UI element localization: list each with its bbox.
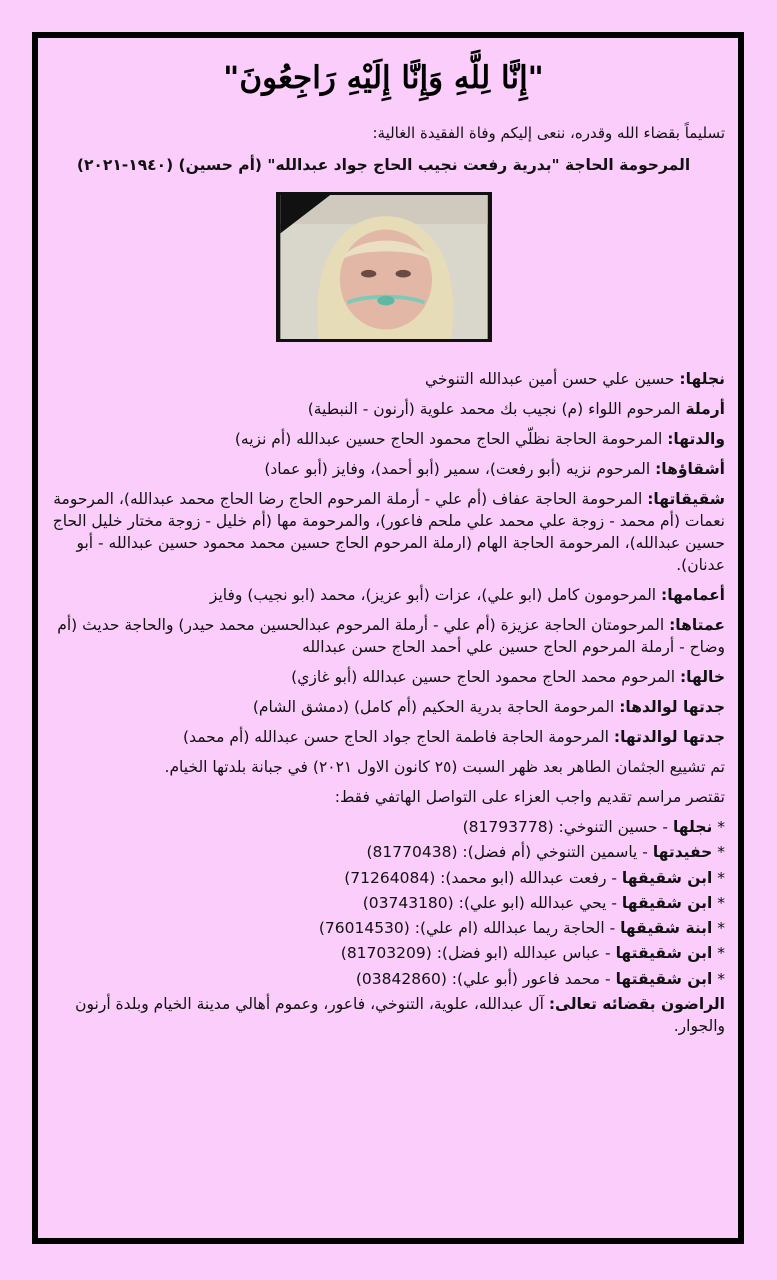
contact-list <box>42 816 725 991</box>
funeral-text: تم تشييع الجثمان الطاهر بعد ظهر السبت (٢٥ كانون الاول ٢٠٢١) في جبانة بلدتها الخيام. <box>164 758 725 776</box>
family-entry-label: عمتاها: <box>669 616 725 634</box>
contact-phone: (81793778) <box>462 818 554 836</box>
family-entry-label: خالها: <box>679 668 725 686</box>
closing-label: الراضون بقضائه تعالى: <box>548 994 725 1013</box>
contact-entry <box>42 942 725 965</box>
contact-relation: حفيدتها <box>652 843 713 862</box>
contact-entry <box>42 841 725 864</box>
contact-relation: ابن شقيقها <box>621 868 713 887</box>
contact-entry <box>42 867 725 890</box>
family-entry <box>42 428 725 450</box>
bullet: * <box>712 818 725 836</box>
family-entry-text: المرحومة الحاجة بدرية الحكيم (أم كامل) (دمشق الشام) <box>252 698 620 716</box>
contact-relation: ابن شقيقتها <box>615 944 713 963</box>
contact-phone: (71264084) <box>344 868 436 887</box>
contact-name: - حسين التنوخي: <box>553 818 673 836</box>
contact-relation: نجلها <box>672 818 713 836</box>
portrait-image <box>279 195 489 339</box>
family-entry-text: المرحوم محمد الحاج محمود الحاج حسين عبدالله (أبو غازي) <box>291 668 680 686</box>
family-entry-text: المرحومون كامل (ابو علي)، عزات (أبو عزيز)، محمد (ابو نجيب) وفايز <box>209 586 662 604</box>
contact-relation: ابن شقيقها <box>621 893 713 912</box>
bullet: * <box>712 843 725 862</box>
family-entry-label: شقيقاتها: <box>647 490 725 508</box>
family-entry-label: أعمامها: <box>661 586 725 604</box>
closing-text <box>42 993 725 1037</box>
bullet: * <box>712 944 725 963</box>
contact-phone: (81703209) <box>340 944 432 963</box>
family-entry-label: أرملة <box>685 400 725 418</box>
family-entry-label: أشقاؤها: <box>655 460 725 478</box>
contact-name: - عباس عبدالله (ابو فضل): <box>431 944 616 963</box>
bullet: * <box>712 919 725 937</box>
family-list <box>42 368 725 748</box>
condolence-note: تقتصر مراسم تقديم واجب العزاء على التواصل الهاتفي فقط: <box>334 788 725 806</box>
contact-name: - ياسمين التنوخي (أم فضل): <box>457 843 653 862</box>
family-entry <box>42 488 725 576</box>
contact-phone: (76014530) <box>318 919 410 937</box>
family-entry-label: نجلها: <box>679 370 725 388</box>
family-entry-label: جدتها لوالدها: <box>619 698 725 716</box>
family-entry <box>42 368 725 390</box>
family-entry <box>42 398 725 420</box>
family-entry <box>42 584 725 606</box>
family-entry <box>42 614 725 658</box>
family-entry <box>42 726 725 748</box>
contact-phone: (81770438) <box>366 843 458 862</box>
family-entry <box>42 458 725 480</box>
contact-phone: (03842860) <box>355 969 447 988</box>
contact-relation: ابن شقيقتها <box>615 969 713 988</box>
contact-relation: ابنة شقيقها <box>620 919 713 937</box>
family-entry-label: والدتها: <box>667 430 725 448</box>
closing-body: آل عبدالله، علوية، التنوخي، فاعور، وعموم أهالي مدينة الخيام وبلدة أرنون والجوار. <box>75 994 725 1035</box>
contact-entry <box>42 892 725 915</box>
family-entry <box>42 696 725 718</box>
family-entry <box>42 666 725 688</box>
family-entry-text: حسين علي حسن أمين عبدالله التنوخي <box>424 370 680 388</box>
family-entry-text: المرحوم نزيه (أبو رفعت)، سمير (أبو أحمد)، وفايز (أبو عماد) <box>264 460 656 478</box>
contact-name: - الحاجة ريما عبدالله (ام علي): <box>409 919 621 937</box>
family-entry-text: المرحومة الحاجة عفاف (أم علي - أرملة المرحوم الحاج رضا الحاج محمد عبدالله)، المرحومة نعمات (أم محمد - زوجة علي محمد علي ملحم فاعور)، والمرحومة مها (أم خليل - زوجة مختار خليل الحاج حسين عبدالله)، المرحومة الحاجة الهام (ارملة المرحوم الحاج حسين محمد محمود حسين عبدالله - أبو عدنان). <box>52 490 725 574</box>
contact-entry <box>42 816 725 839</box>
deceased-name: المرحومة الحاجة "بدرية رفعت نجيب الحاج جواد عبدالله" (أم حسين) (١٩٤٠-٢٠٢١) <box>76 156 691 174</box>
family-entry-text: المرحوم اللواء (م) نجيب بك محمد علوية (أرنون - النبطية) <box>307 400 686 418</box>
contact-entry <box>42 917 725 940</box>
bullet: * <box>712 868 725 887</box>
contact-phone: (03743180) <box>362 893 454 912</box>
contact-name: - يحي عبدالله (ابو علي): <box>453 893 622 912</box>
bullet: * <box>712 969 725 988</box>
family-entry-text: المرحومتان الحاجة عزيزة (أم علي - أرملة المرحوم عبدالحسين محمد حيدر) والحاجة حديث (أم وضاح - أرملة المرحوم الحاج حسين علي أحمد الحاج حسن عبدالله <box>57 616 725 656</box>
obituary-content <box>42 60 725 1045</box>
contact-name: - محمد فاعور (أبو علي): <box>446 969 616 988</box>
family-entry-text: المرحومة الحاجة فاطمة الحاج جواد الحاج حسن عبدالله (أم محمد) <box>183 728 614 746</box>
contact-name: - رفعت عبدالله (ابو محمد): <box>435 868 622 887</box>
bullet: * <box>712 893 725 912</box>
family-entry-label: جدتها لوالدتها: <box>613 728 725 746</box>
contact-entry <box>42 968 725 991</box>
quran-verse-heading: "إِنَّا لِلَّهِ وَإِنَّا إِلَيْهِ رَاجِعُونَ" <box>223 60 544 96</box>
family-entry-text: المرحومة الحاجة نظلّي الحاج محمود الحاج حسين عبدالله (أم نزيه) <box>234 430 668 448</box>
intro-text: تسليماً بقضاء الله وقدره، ننعى إليكم وفاة الفقيدة الغالية: <box>372 124 725 142</box>
deceased-photo <box>276 192 492 342</box>
